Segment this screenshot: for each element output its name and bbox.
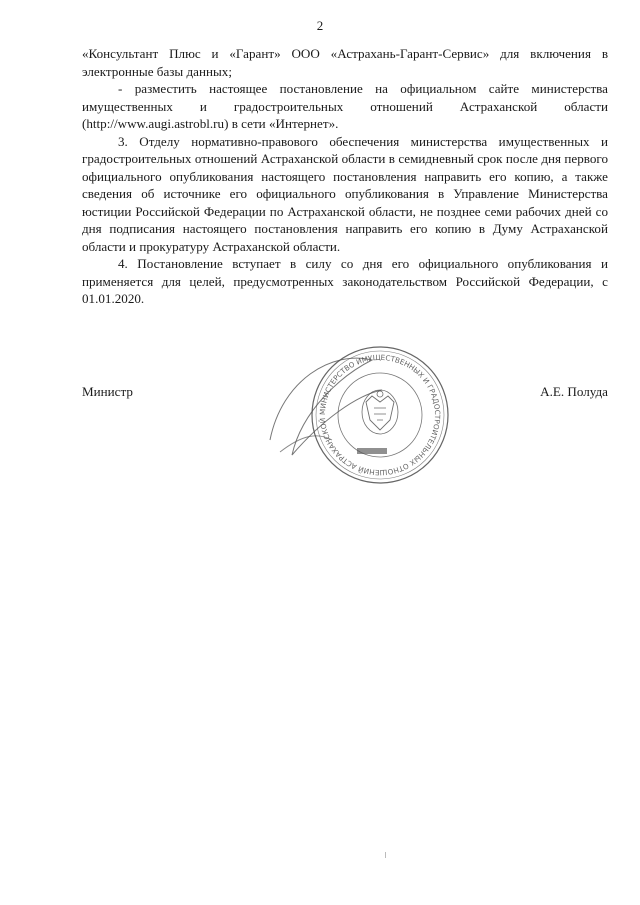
- signatory-title: Министр: [82, 384, 133, 399]
- seal-ring-text: МИНИСТЕРСТВО ИМУЩЕСТВЕННЫХ И ГРАДОСТРОИТЕЛЬНЫХ ОТНОШЕНИЙ АСТРАХАНСКОЙ: [317, 352, 443, 478]
- official-seal-stamp: [262, 340, 452, 490]
- paragraph-3: 3. Отделу нормативно-правового обеспечения министерства имущественных и градостроительных отношений Астраханской области в семидневный срок после дня первого официального опубликования настоящего постановления направить его копию, а также сведения об источнике его официального опубликования в Управление Министерства юстиции Российской Федерации по Астраханской области, не позднее семи рабочих дней со дня подписания настоящего постановления направить его копию в Думу Астраханской области и прокуратуру Астраханской области.: [82, 133, 608, 254]
- coat-of-arms-icon: [362, 390, 398, 434]
- paragraph-1: «Консультант Плюс и «Гарант» ООО «Астрахань-Гарант-Сервис» для включения в электронные базы данных;: [82, 46, 608, 79]
- seal-graphic: [262, 340, 452, 490]
- document-body: [82, 45, 608, 308]
- page-number: 2: [316, 18, 324, 33]
- scan-mark: [385, 852, 386, 858]
- paragraph-4: 4. Постановление вступает в силу со дня его официального опубликования и применяется для целей, предусмотренных законодательством Российской Федерации, с 01.01.2020.: [82, 256, 608, 306]
- signatory-name: А.Е. Полуда: [540, 384, 608, 399]
- paragraph-2: - разместить настоящее постановление на официальном сайте министерства имущественных и градостроительных отношений Астраханской области (http://www.augi.astrobl.ru) в сети «Интернет».: [82, 81, 608, 131]
